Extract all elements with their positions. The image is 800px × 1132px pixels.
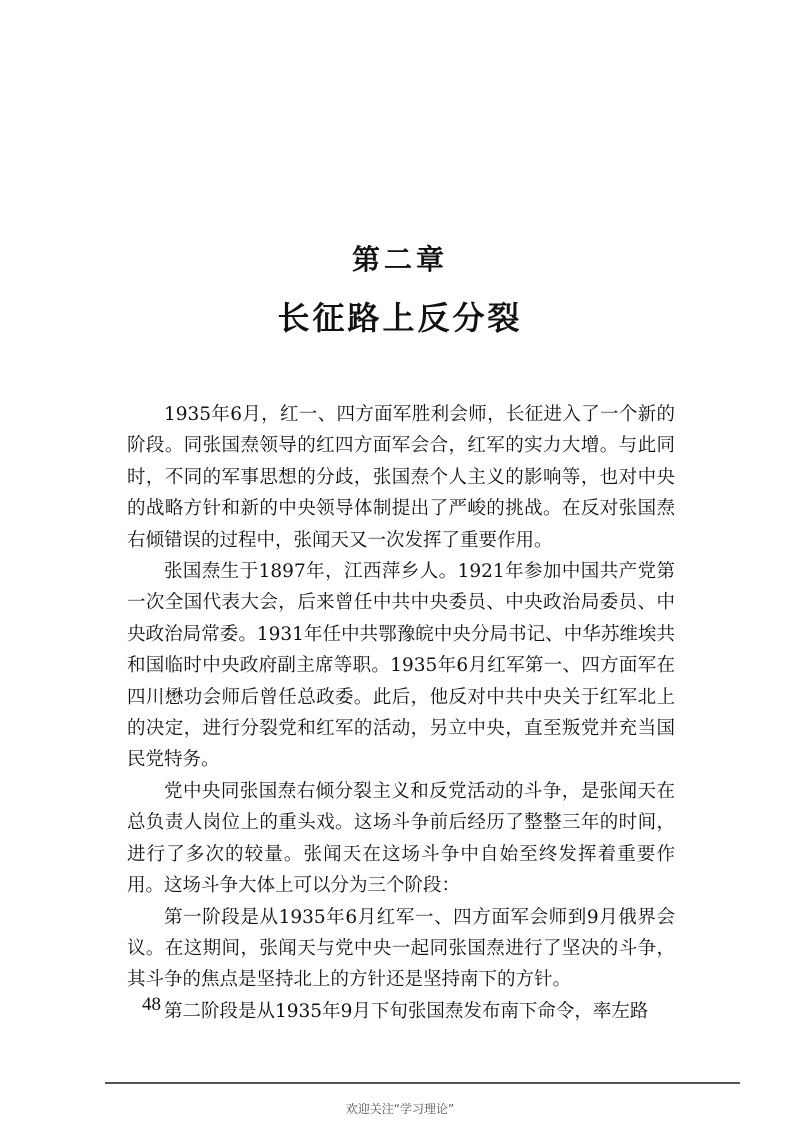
paragraph: 第二阶段是从1935年9月下旬张国焘发布南下命令，率左路: [164, 1000, 649, 1022]
chapter-label: 第二章: [351, 243, 448, 276]
watermark-text: 欢迎关注“学习理论”: [345, 1102, 455, 1116]
bottom-rule: [105, 1082, 740, 1084]
paragraph: 党中央同张国焘右倾分裂主义和反党活动的斗争，是张闻天在总负责人岗位上的重头戏。这场斗争前后经历了整整三年的时间，进行了多次的较量。张闻天在这场斗争中自始至终发挥着重要作用。这场斗争大体上可以分为三个阶段：: [127, 780, 675, 897]
paragraph: 张国焘生于1897年，江西萍乡人。1921年参加中国共产党第一次全国代表大会，后来曾任中共中央委员、中央政治局委员、中央政治局常委。1931年任中共鄂豫皖中央分局书记、中华苏维埃共和国临时中央政府副主席等职。1935年6月红军第一、四方面军在四川懋功会师后曾任总政委。此后，他反对中共中央关于红军北上的决定，进行分裂党和红军的活动，另立中央，直至叛党并充当国民党特务。: [127, 561, 675, 771]
paragraph: 第一阶段是从1935年6月红军一、四方面军会师到9月俄界会议。在这期间，张闻天与党中央一起同张国焘进行了坚决的斗争，其斗争的焦点是坚持北上的方针还是坚持南下的方针。: [127, 906, 675, 991]
chapter-title: 长征路上反分裂: [277, 299, 523, 337]
page-number: 48: [142, 994, 161, 1015]
body-text: [127, 399, 675, 1027]
paragraph: 1935年6月，红一、四方面军胜利会师，长征进入了一个新的阶段。同张国焘领导的红四方面军会合，红军的实力大增。与此同时，不同的军事思想的分歧，张国焘个人主义的影响等，也对中央的战略方针和新的中央领导体制提出了严峻的挑战。在反对张国焘右倾错误的过程中，张闻天又一次发挥了重要作用。: [127, 404, 675, 551]
